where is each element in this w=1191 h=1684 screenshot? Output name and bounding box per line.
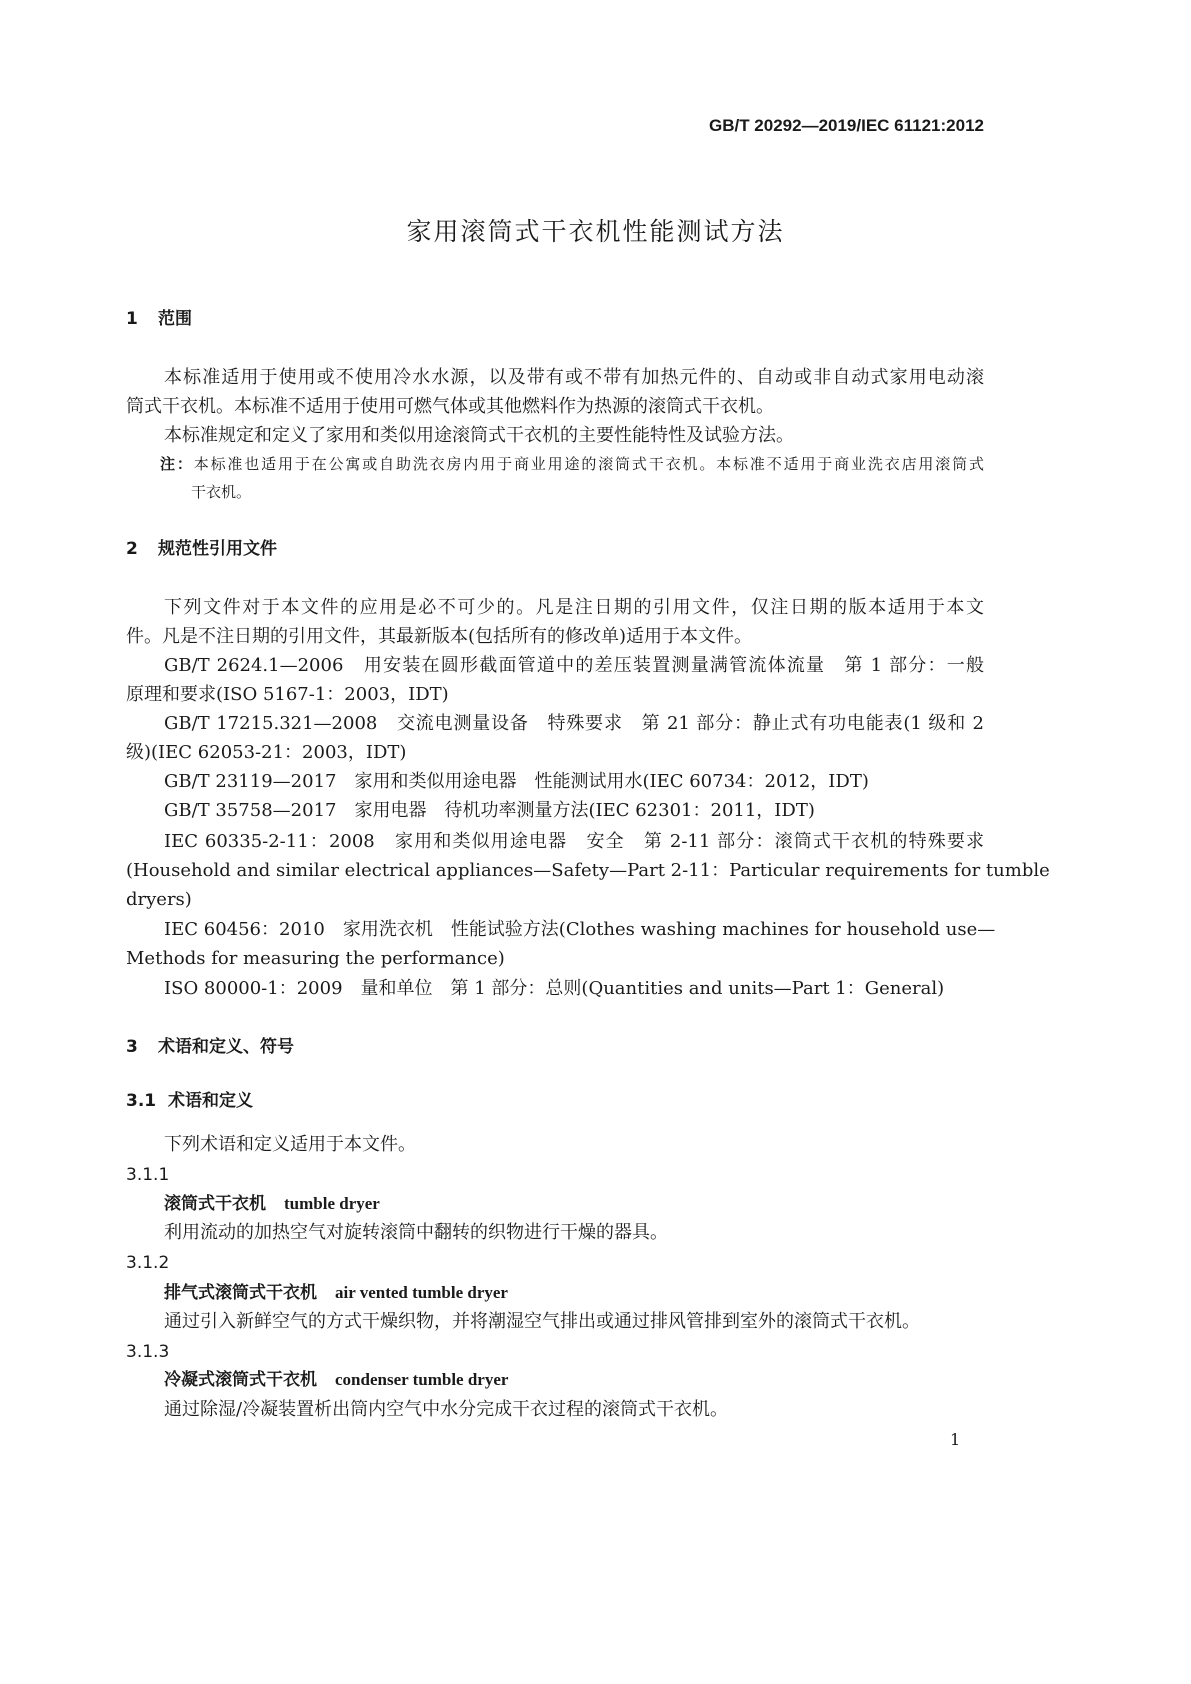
term-heading [164,1280,508,1306]
note-text: 本标准也适用于在公寓或自助洗衣房内用于商业用途的滚筒式干衣机。本标准不适用于商业洗衣店用滚筒式 [193,455,984,473]
note-label: 注： [160,455,194,473]
reference-line: IEC 60456：2010 家用洗衣机 性能试验方法(Clothes washing machines for household use— [164,919,996,940]
term-zh: 冷凝式滚筒式干衣机 [164,1370,317,1390]
reference-line: dryers) [126,889,192,910]
section-title: 规范性引用文件 [158,539,277,559]
section-number: 3 [126,1037,138,1057]
term-definition: 通过除湿/冷凝装置析出筒内空气中水分完成干衣过程的滚筒式干衣机。 [164,1399,729,1420]
section-3-heading [126,1034,294,1060]
term-definition: 利用流动的加热空气对旋转滚筒中翻转的织物进行干燥的器具。 [164,1222,668,1243]
reference-line: GB/T 35758—2017 家用电器 待机功率测量方法(IEC 62301：2011，IDT) [164,800,815,821]
reference-line: ISO 80000-1：2009 量和单位 第 1 部分：总则(Quantities and units—Part 1：General) [164,978,945,999]
paragraph-line: 筒式干衣机。本标准不适用于使用可燃气体或其他燃料作为热源的滚筒式干衣机。 [126,396,774,417]
reference-line: Methods for measuring the performance) [126,948,505,969]
term-en: condenser tumble dryer [335,1370,509,1389]
standard-number-header: GB/T 20292—2019/IEC 61121:2012 [708,116,984,135]
page-title: 家用滚筒式干衣机性能测试方法 [406,217,785,246]
paragraph-line: 件。凡是不注日期的引用文件，其最新版本(包括所有的修改单)适用于本文件。 [126,626,753,647]
term-en: air vented tumble dryer [335,1283,508,1302]
paragraph-line: 本标准规定和定义了家用和类似用途滚筒式干衣机的主要性能特性及试验方法。 [164,425,794,446]
reference-line: GB/T 2624.1—2006 用安装在圆形截面管道中的差压装置测量满管流体流量 第 1 部分：一般 [164,655,984,676]
term-en: tumble dryer [284,1194,380,1213]
term-heading [164,1367,508,1393]
subsection-number: 3.1 [126,1091,157,1111]
note-text: 干衣机。 [191,483,252,501]
term-definition: 通过引入新鲜空气的方式干燥织物，并将潮湿空气排出或通过排风管排到室外的滚筒式干衣机。 [164,1311,920,1332]
section-number: 2 [126,539,138,559]
reference-line: GB/T 23119—2017 家用和类似用途电器 性能测试用水(IEC 60734：2012，IDT) [164,771,869,792]
section-1-heading [126,306,192,332]
section-title: 术语和定义、符号 [158,1037,294,1057]
note [160,451,984,477]
term-number: 3.1.2 [126,1253,170,1273]
paragraph-line: 本标准适用于使用或不使用冷水水源，以及带有或不带有加热元件的、自动或非自动式家用电动滚 [164,367,984,388]
term-zh: 排气式滚筒式干衣机 [164,1283,317,1303]
paragraph-line: 下列术语和定义适用于本文件。 [164,1134,416,1155]
reference-line: IEC 60335-2-11：2008 家用和类似用途电器 安全 第 2-11 部分：滚筒式干衣机的特殊要求 [164,831,984,852]
term-zh: 滚筒式干衣机 [164,1194,266,1214]
page-number: 1 [950,1430,961,1449]
reference-line: 原理和要求(ISO 5167-1：2003，IDT) [126,684,449,705]
term-number: 3.1.1 [126,1165,170,1185]
section-2-heading [126,536,277,562]
term-number: 3.1.3 [126,1342,170,1362]
section-number: 1 [126,309,138,329]
term-heading [164,1191,380,1217]
reference-line: GB/T 17215.321—2008 交流电测量设备 特殊要求 第 21 部分：静止式有功电能表(1 级和 2 [164,713,984,734]
subsection-title: 术语和定义 [168,1091,253,1111]
reference-line: (Household and similar electrical appliances—Safety—Part 2-11：Particular requirements for tumble [126,860,1050,881]
reference-line: 级)(IEC 62053-21：2003，IDT) [126,742,407,763]
paragraph-line: 下列文件对于本文件的应用是必不可少的。凡是注日期的引用文件，仅注日期的版本适用于本文 [164,597,984,618]
subsection-3-1-heading [126,1088,253,1114]
section-title: 范围 [158,309,192,329]
